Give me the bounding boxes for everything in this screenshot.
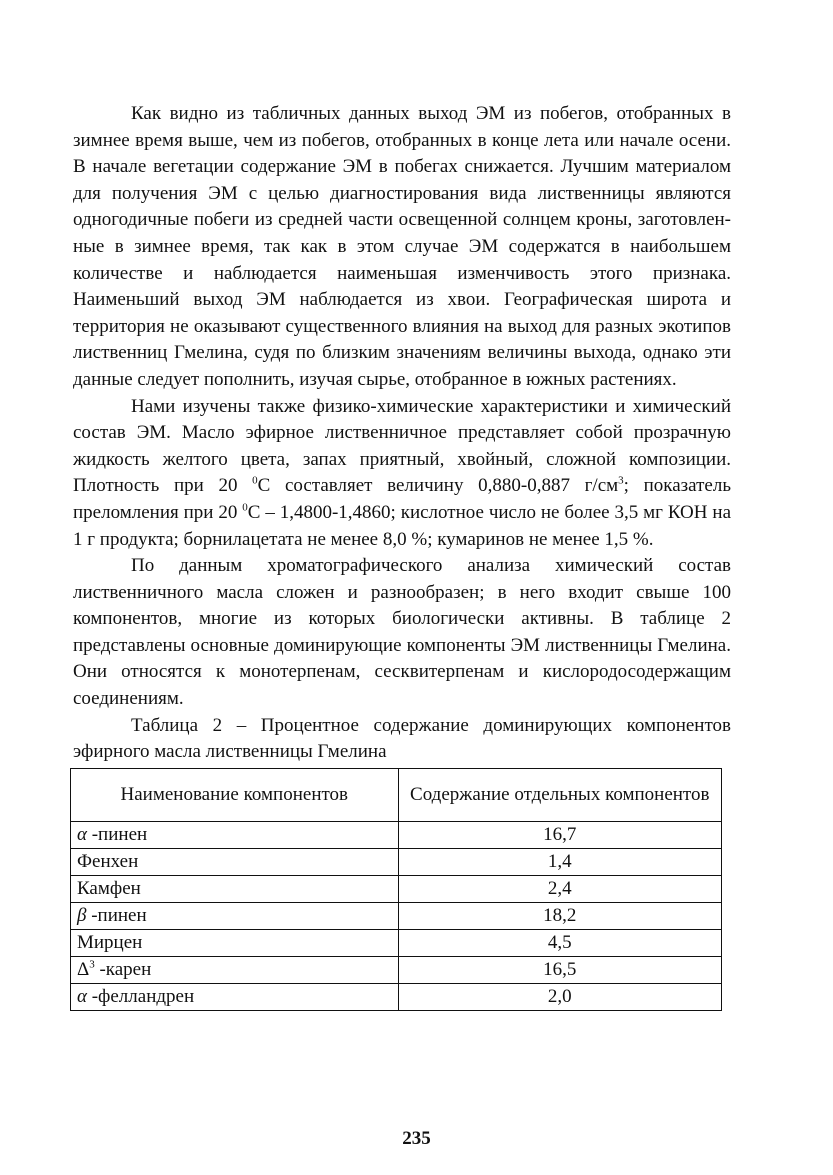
component-name: Фенхен [71,848,399,875]
components-table [70,768,722,1011]
component-name-text: -пинен [86,904,147,926]
header-component-content: Содержание отдельных компонентов [398,768,721,821]
paragraph-essential-oil-yield: Как видно из табличных данных выход ЭМ из побегов, отобранных в зимнее время выше, чем из побегов, отобранных в конце лета или начале осени. В начале вегетации содержание ЭМ в побегах снижается. Лучшим материалом для получения ЭМ с целью диагностирования вида лиственницы являются одногодичные побеги из средней части освещенной солнцем кроны, заготовленные в зимнее время, так как в этом случае ЭМ содержатся в наибольшем количестве и наблюдается наименьшая изменчивость этого признака. Наименьший выход ЭМ наблюдается из хвои. Географическая широта и территория не оказывают существенного влияния на выход для разных экотипов лиственниц Гмелина, судя по близким значениям величины выхода, однако эти данные следует пополнить, изучая сырье, отобранное в южных растениях. [73,103,731,390]
component-value: 1,4 [398,848,721,875]
component-name [71,983,399,1010]
component-name [71,956,399,983]
component-name: Камфен [71,875,399,902]
paragraph-physicochemical-properties [73,394,731,554]
para2-sup-2: 3 [618,474,624,487]
component-value: 2,0 [398,983,721,1010]
component-name-text: -карен [94,958,152,980]
table-caption: Таблица 2 – Процентное содержание доминирующих компонентов эфирного масла лиственницы Гмелина [73,714,731,762]
page-number: 235 [402,1128,431,1149]
table-row [71,956,722,983]
component-name [71,902,399,929]
para2-text-1: Нами изучены также физико-химические характеристики и химический состав ЭМ. Масло эфирное лиственничное представляет собой прозрачную жидкость желтого цвета, запах приятный, хвойный, сложной композиции. Плотность при 20 [73,395,731,497]
component-name: Мирцен [71,929,399,956]
page-body [73,101,731,1011]
greek-prefix: α [77,985,87,1007]
table-row [71,929,722,956]
para2-sup-1: 0 [252,474,258,487]
component-name-text: -фелландрен [86,985,195,1007]
table-header-row [71,768,722,821]
prefix-superscript: 3 [89,958,95,971]
table-row [71,902,722,929]
greek-prefix: Δ [77,958,90,980]
greek-prefix: α [77,823,87,845]
component-name [71,821,399,848]
table-row [71,983,722,1010]
greek-prefix: β [77,904,87,926]
component-value: 2,4 [398,875,721,902]
component-value: 16,7 [398,821,721,848]
component-value: 18,2 [398,902,721,929]
table-row [71,821,722,848]
header-component-name: Наименование компонентов [71,768,399,821]
component-value: 16,5 [398,956,721,983]
para2-text-2: С составляет величину 0,880-0,887 г/см [257,475,619,497]
component-name-text: -пинен [86,823,148,845]
para2-sup-3: 0 [242,501,248,514]
paragraph-chromatographic-analysis: По данным хроматографического анализа химический состав лиственничного масла сложен и разнообразен; в него входит свыше 100 компонентов, многие из которых биологически активны. В таблице 2 представлены основные доминирующие компоненты ЭМ лиственницы Гмелина. Они относятся к монотерпенам, сесквитерпенам и кислородосодержащим соединениям. [73,555,731,710]
table-row [71,848,722,875]
para2-text-3: ; показатель преломления при 20 [73,475,731,523]
table-row [71,875,722,902]
para2-text-4: С – 1,4800-1,4860; кислотное число не более 3,5 мг КОН на 1 г продукта; борнилацетата не менее 8,0 %; кумаринов не менее 1,5 %. [73,501,731,550]
component-value: 4,5 [398,929,721,956]
